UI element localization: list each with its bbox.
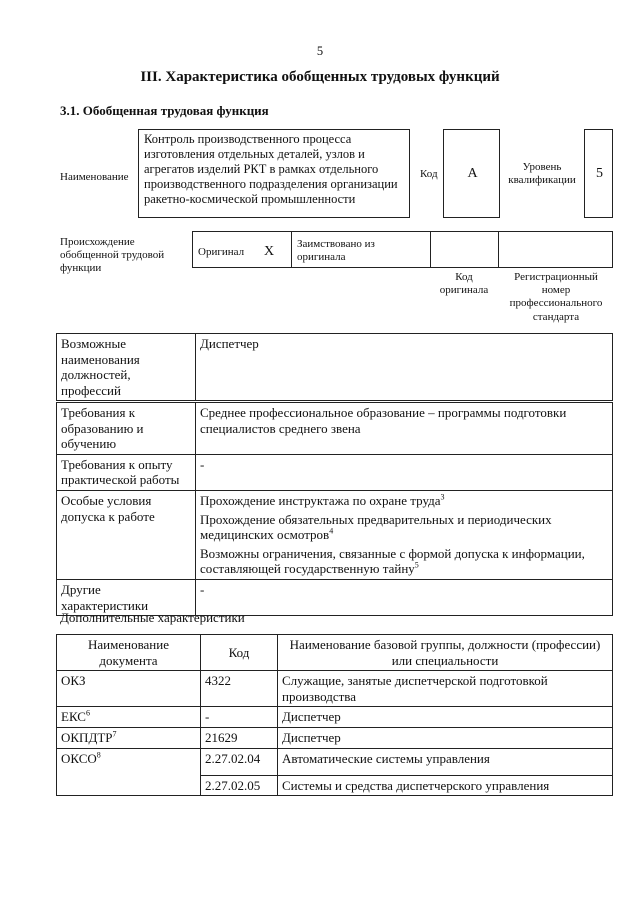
footnote-ref: 3: [440, 492, 445, 502]
origin-original-label: Оригинал: [198, 246, 245, 258]
requirement-row: [57, 403, 613, 455]
code-box: [443, 129, 500, 218]
requirement-label: Требования к образованию и обучению: [57, 403, 196, 455]
requirement-value-multi: [196, 490, 613, 579]
origin-borrowed-label: Заимствовано из оригинала: [297, 238, 375, 264]
requirement-value: -: [196, 579, 613, 615]
name-cell: Системы и средства диспетчерского управления: [278, 775, 613, 796]
table-row: [57, 748, 613, 775]
doc-cell: ОКСО$^8$: [57, 748, 201, 796]
function-name-label: Наименование: [60, 171, 129, 183]
subsection-title: 3.1. Обобщенная трудовая функция: [60, 103, 269, 118]
additional-title: Дополнительные характеристики: [60, 610, 245, 625]
doc-cell: ЕКС$^6$: [57, 707, 201, 728]
section-title: III. Характеристика обобщенных трудовых функций: [140, 69, 500, 85]
header-code: Код: [201, 635, 278, 671]
code-label: Код: [420, 168, 438, 180]
origin-label: Происхождение обобщенной трудовой функции: [60, 236, 165, 275]
origin-original-mark: X: [264, 244, 275, 259]
name-cell: Автоматические системы управления: [278, 748, 613, 775]
header-name: Наименование базовой группы, должности (профессии) или специальности: [278, 635, 613, 671]
requirement-row: [57, 490, 613, 579]
requirement-row: [57, 454, 613, 490]
requirement-line: Прохождение обязательных предварительных и периодических медицинских осмотров: [200, 511, 552, 543]
code-cell: 21629: [201, 727, 278, 748]
requirement-line: Прохождение инструктажа по охране труда: [200, 492, 441, 508]
doc-cell: ОКПДТР$^7$: [57, 727, 201, 748]
table-row: [57, 707, 613, 728]
page-number: 5: [316, 44, 324, 58]
footnote-ref: 4: [329, 526, 334, 536]
requirement-value: -: [196, 454, 613, 490]
header-document: Наименование документа: [57, 635, 201, 671]
code-cell: 4322: [201, 671, 278, 707]
additional-header-row: [57, 635, 613, 671]
code-value: A: [467, 166, 478, 181]
table-row: [57, 727, 613, 748]
footnote-ref: 5: [414, 561, 419, 571]
name-cell: Диспетчер: [278, 727, 613, 748]
requirement-value: Среднее профессиональное образование – программы подготовки специалистов среднего звена: [196, 403, 613, 455]
function-name-box: [138, 129, 410, 218]
positions-table: [56, 333, 613, 401]
table-row: [57, 671, 613, 707]
code-cell: 2.27.02.04: [201, 748, 278, 775]
requirement-line: Возможны ограничения, связанные с формой допуска к информации, составляющей государственную тайну: [200, 545, 585, 577]
requirements-table: [56, 402, 613, 616]
positions-label: Возможные наименования должностей, профессий: [57, 334, 196, 401]
level-label: Уровень квалификации: [508, 161, 576, 187]
positions-value: Диспетчер: [196, 334, 613, 401]
additional-table: [56, 634, 613, 796]
origin-code-caption: Код оригинала: [439, 271, 489, 297]
code-cell: -: [201, 707, 278, 728]
reg-number-caption: Регистрационный номер профессионального стандарта: [509, 271, 603, 323]
function-name-value: Контроль производственного процесса изготовления отдельных деталей, узлов и агрегатов изделий РКТ в рамках отдельного производственного подразделения организации ракетно-космической промышленности: [144, 132, 398, 206]
name-cell: Служащие, занятые диспетчерской подготовкой производства: [278, 671, 613, 707]
code-cell: 2.27.02.05: [201, 775, 278, 796]
level-value: 5: [596, 166, 603, 181]
requirement-label: Особые условия допуска к работе: [57, 490, 196, 579]
level-box: [584, 129, 613, 218]
requirement-label: Другие характеристики: [57, 579, 196, 615]
requirement-label: Требования к опыту практической работы: [57, 454, 196, 490]
doc-cell: ОКЗ: [57, 671, 201, 707]
name-cell: Диспетчер: [278, 707, 613, 728]
